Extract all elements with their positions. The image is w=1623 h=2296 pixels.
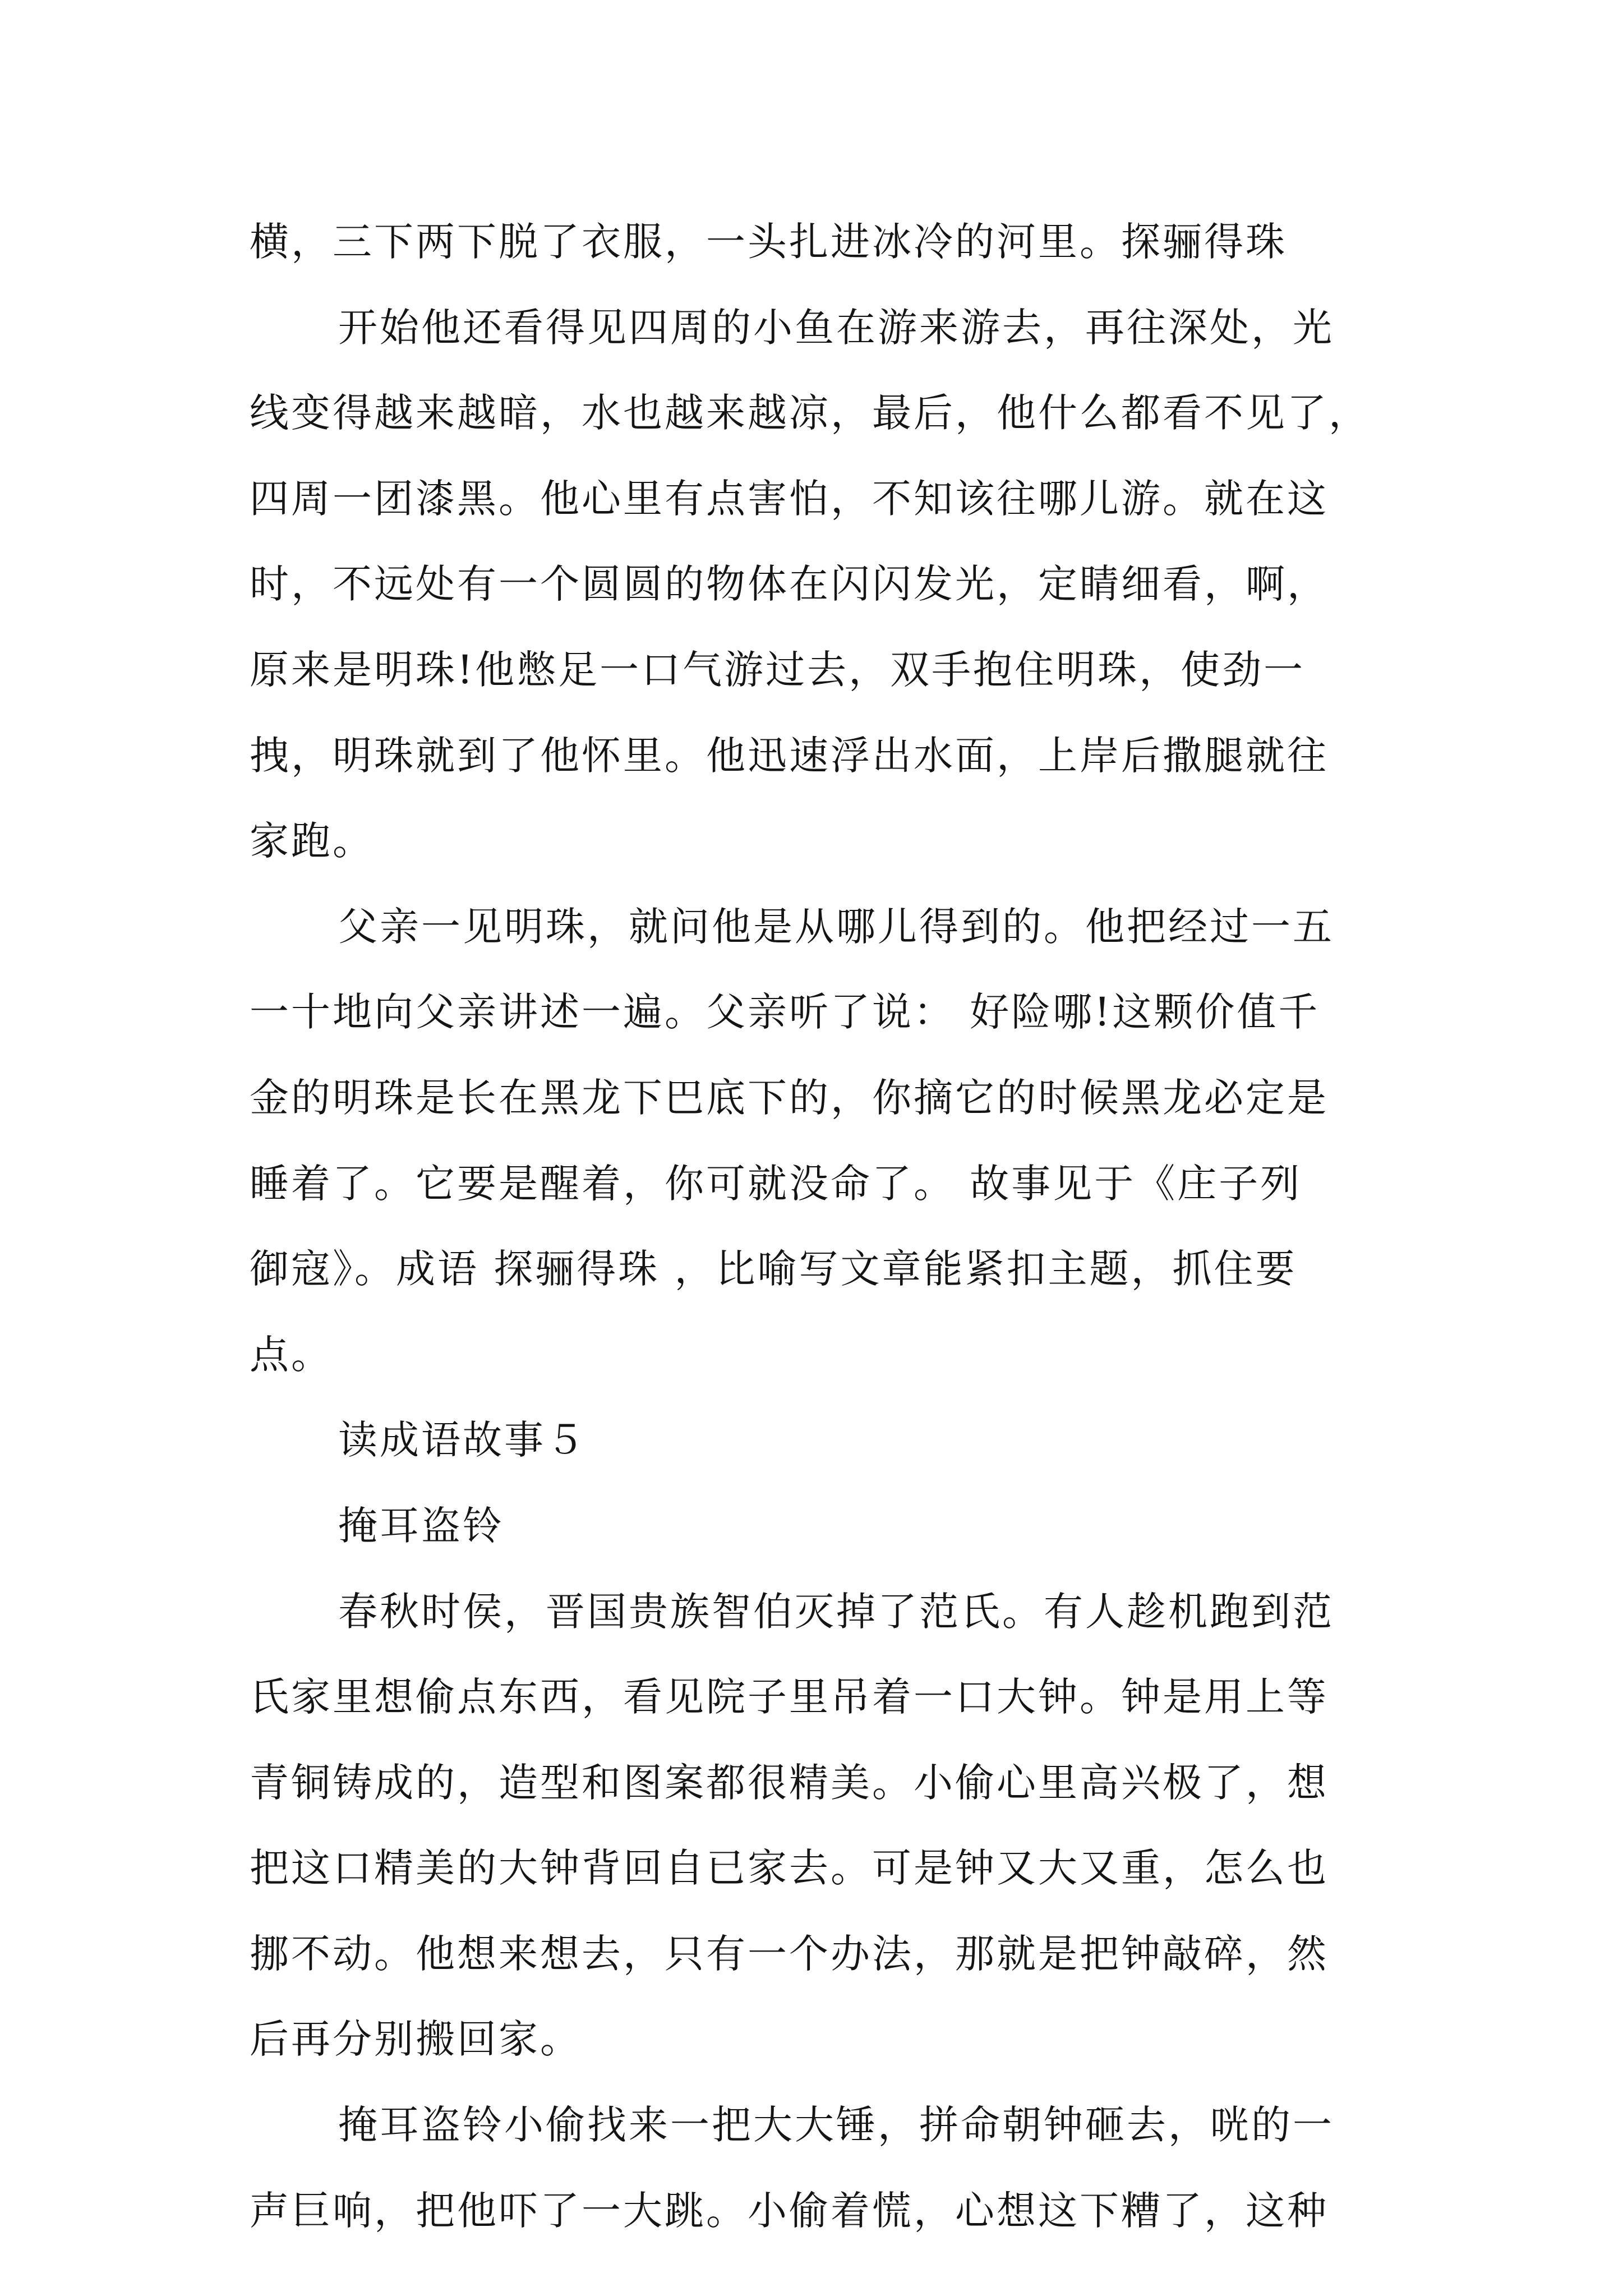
text-line: 后再分别搬回家。 xyxy=(250,2016,582,2063)
text-line: 家跑。 xyxy=(250,818,374,864)
paragraph-first-line: 开始他还看得见四周的小鱼在游来游去，再往深处，光 xyxy=(338,304,1334,351)
text-line: 点。 xyxy=(250,1331,333,1378)
story-title: 掩耳盗铃 xyxy=(338,1502,504,1549)
text-line: 拽，明珠就到了他怀里。他迅速浮出水面，上岸后撒腿就往 xyxy=(250,732,1329,779)
text-line: 挪不动。他想来想去，只有一个办法，那就是把钟敲碎，然 xyxy=(250,1930,1329,1977)
text-line: 原来是明珠!他憋足一口气游过去，双手抱住明珠，使劲一 xyxy=(250,646,1306,693)
text-line: 声巨响，把他吓了一大跳。小偷着慌，心想这下糟了，这种 xyxy=(250,2187,1329,2234)
text-line: 线变得越来越暗，水也越来越凉，最后，他什么都看不见了， xyxy=(250,390,1370,436)
text-line: 氏家里想偷点东西，看见院子里吊着一口大钟。钟是用上等 xyxy=(250,1674,1329,1720)
section-heading: 读成语故事５ xyxy=(338,1417,587,1464)
text-line: 金的明珠是长在黑龙下巴底下的，你摘它的时候黑龙必定是 xyxy=(250,1074,1329,1121)
paragraph-first-line: 春秋时侯，晋国贵族智伯灭掉了范氏。有人趁机跑到范 xyxy=(338,1588,1334,1635)
text-line: 一十地向父亲讲述一遍。父亲听了说： 好险哪!这颗价值千 xyxy=(250,989,1320,1036)
paragraph-first-line: 父亲一见明珠，就问他是从哪儿得到的。他把经过一五 xyxy=(338,903,1334,950)
text-line: 横，三下两下脱了衣服，一头扎进冰冷的河里。探骊得珠 xyxy=(250,219,1287,265)
text-line: 睡着了。它要是醒着，你可就没命了。 故事见于《庄子列 xyxy=(250,1160,1302,1207)
text-line: 四周一团漆黑。他心里有点害怕，不知该往哪儿游。就在这 xyxy=(250,475,1329,522)
paragraph-first-line: 掩耳盗铃小偷找来一把大大锤，拼命朝钟砸去，咣的一 xyxy=(338,2102,1334,2148)
text-line: 把这口精美的大钟背回自已家去。可是钟又大又重，怎么也 xyxy=(250,1845,1329,1892)
body-text xyxy=(250,199,1382,2253)
text-line: 御寇》。成语 探骊得珠 ，比喻写文章能紧扣主题，抓住要 xyxy=(250,1246,1297,1292)
text-line: 青铜铸成的，造型和图案都很精美。小偷心里高兴极了，想 xyxy=(250,1759,1329,1806)
text-line: 时，不远处有一个圆圆的物体在闪闪发光，定睛细看，啊， xyxy=(250,561,1329,608)
